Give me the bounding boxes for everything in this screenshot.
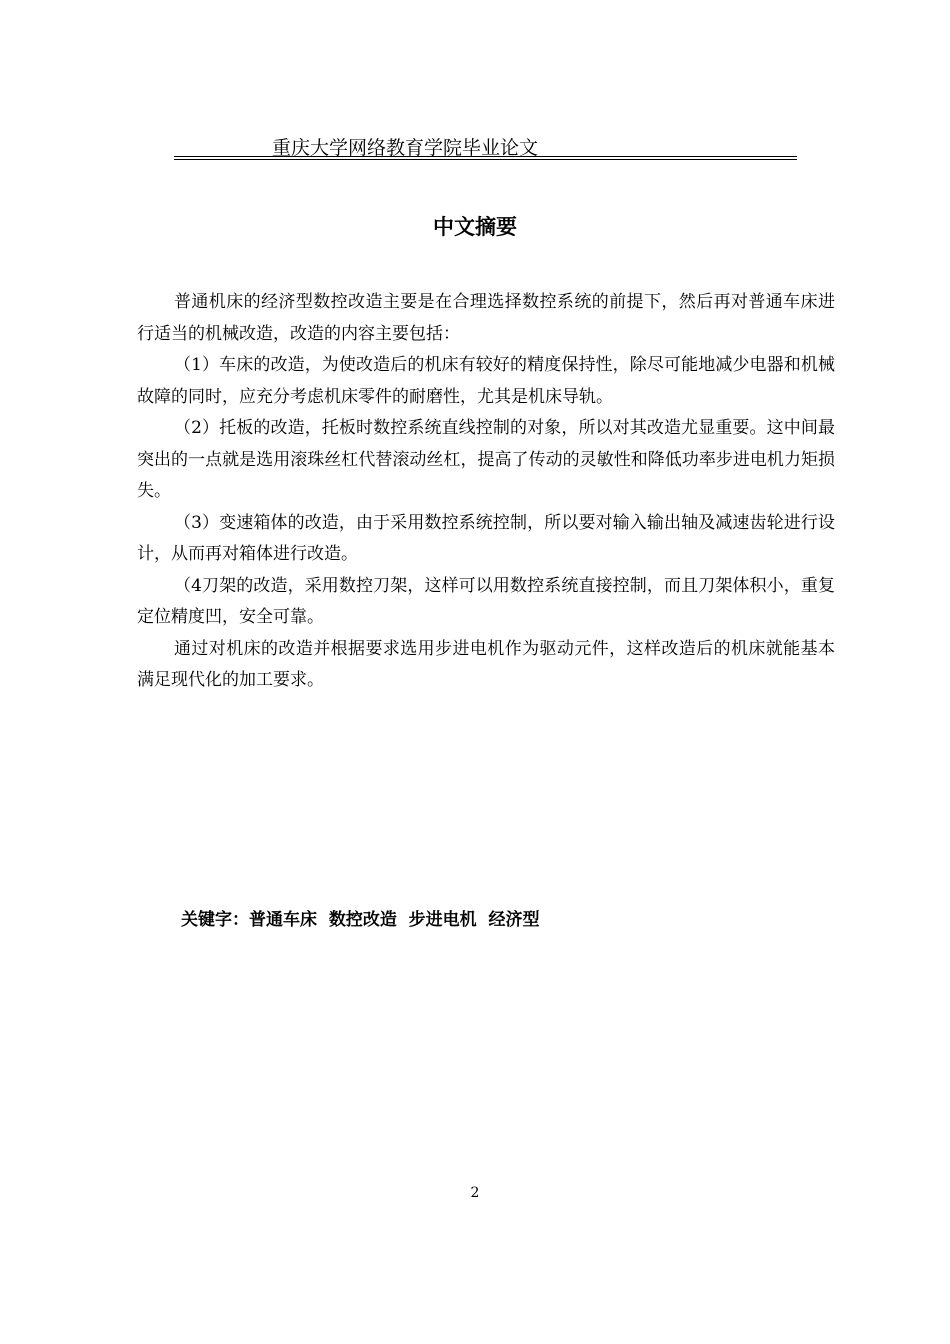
header-rule [174,156,797,160]
abstract-body [137,287,835,697]
paragraph-item-4: （4刀架的改造，采用数控刀架，这样可以用数控系统直接控制，而且刀架体积小，重复定位精度凹，安全可靠。 [137,575,835,627]
page-number: 2 [470,1185,480,1201]
paragraph-item-1: （1）车床的改造，为使改造后的机床有较好的精度保持性，除尽可能地减少电器和机械故障的同时，应充分考虑机床零件的耐磨性，尤其是机床导轨。 [137,355,835,407]
paragraph-item-3: （3）变速箱体的改造，由于采用数控系统控制，所以要对输入输出轴及减速齿轮进行设计，从而再对箱体进行改造。 [137,512,835,564]
paragraph-item-2: （2）托板的改造，托板时数控系统直线控制的对象，所以对其改造尤显重要。这中间最突出的一点就是选用滚珠丝杠代替滚动丝杠，提高了传动的灵敏性和降低功率步进电机力矩损失。 [137,418,835,501]
keywords-line [181,907,540,933]
page-title: 中文摘要 [433,215,517,239]
paragraph-conclusion: 通过对机床的改造并根据要求选用步进电机作为驱动元件，这样改造后的机床就能基本满足现代化的加工要求。 [137,638,835,690]
keywords-terms: 普通车床 数控改造 步进电机 经济型 [249,910,540,930]
header-text: 重庆大学网络教育学院毕业论文 [272,137,539,159]
paragraph-intro: 普通机床的经济型数控改造主要是在合理选择数控系统的前提下，然后再对普通车床进行适当的机械改造，改造的内容主要包括： [137,292,835,344]
keywords-label: 关键字： [181,910,249,930]
